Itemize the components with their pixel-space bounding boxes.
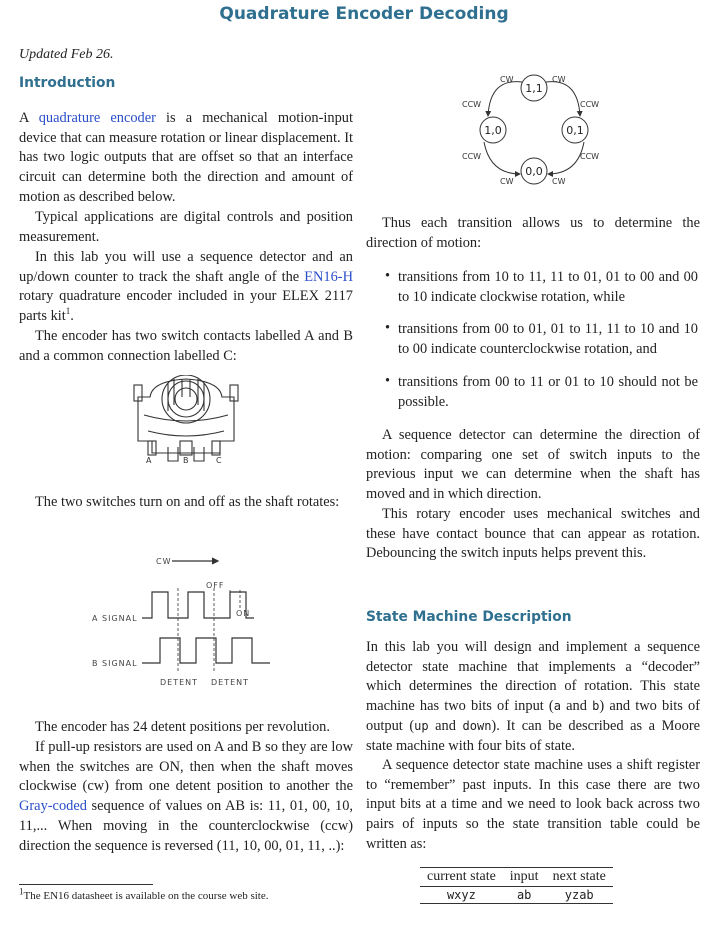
- intro-paragraph-2: Typical applications are digital controls and position measurement.: [19, 209, 353, 245]
- intro-paragraph-6: The encoder has 24 detent positions per revolution.: [35, 719, 330, 735]
- bullet-2: transitions from 00 to 01, 01 to 11, 11 to 10 and 10 to 00 indicate counterclockwise rotation, and: [398, 321, 698, 357]
- footnote-rule: [19, 884, 153, 885]
- state-00-label: 0,0: [525, 165, 543, 178]
- introduction-heading: Introduction: [19, 75, 116, 91]
- bullet-3: transitions from 00 to 11 or 01 to 10 should not be possible.: [398, 374, 698, 410]
- ccw-label-2: CCW: [580, 100, 600, 109]
- gray-coded-link[interactable]: Gray-coded: [19, 798, 87, 815]
- quadrature-encoder-link[interactable]: quadrature encoder: [38, 110, 156, 126]
- cw-label-4: CW: [552, 177, 566, 186]
- ccw-label-3: CCW: [462, 152, 482, 161]
- right-paragraph-1: Thus each transition allows us to determine the direction of motion:: [366, 215, 700, 251]
- bullet-1-marker: •: [385, 268, 391, 284]
- bullet-1: transitions from 10 to 11, 11 to 01, 01 to 00 and 00 to 10 indicate clockwise rotation, while: [398, 269, 698, 305]
- bullet-2-marker: •: [385, 320, 391, 336]
- intro-paragraph-7: If pull-up resistors are used on A and B so they are low when the switches are ON, then when the shaft moves clockwise (cw) from one detent position to another the Gray-coded sequence of values on AB is: 11, 01, 00, 10, 11,... When moving in the counterclockwise (ccw) direction the sequence is reversed (11, 10, 00, 01, 11, ..):: [19, 739, 353, 854]
- pin-a-label: A: [146, 456, 152, 465]
- state-machine-heading: State Machine Description: [366, 609, 572, 625]
- transition-list: [366, 268, 700, 418]
- intro-paragraph-3: In this lab you will use a sequence detector and an up/down counter to track the shaft angle of the EN16-H rotary quadrature encoder included in your ELEX 2117 parts kit$^1$.: [19, 249, 353, 325]
- table-header-current-state: current state: [420, 868, 503, 887]
- pin-b-label: B: [183, 456, 189, 465]
- waveform-figure: [90, 550, 280, 690]
- cw-label-3: CW: [500, 177, 514, 186]
- state-11-label: 1,1: [525, 82, 543, 95]
- state-01-label: 0,1: [566, 124, 584, 137]
- intro-paragraph-4: The encoder has two switch contacts labelled A and B and a common connection labelled C:: [19, 328, 353, 364]
- bullet-3-marker: •: [385, 373, 391, 389]
- footnote: $^1$The EN16 datasheet is available on the course web site.: [19, 886, 269, 902]
- ccw-label-1: CCW: [462, 100, 482, 109]
- cw-label-1: CW: [500, 75, 514, 84]
- detent-label-1: DETENT: [160, 678, 199, 687]
- right-paragraph-3: This rotary encoder uses mechanical switches and these have contact bounce that can appear as rotation. Debouncing the switch inputs helps prevent this.: [366, 506, 700, 562]
- table-header-next-state: next state: [546, 868, 613, 887]
- pin-c-label: C: [216, 456, 222, 465]
- off-label: OFF: [206, 581, 225, 590]
- state-transition-table: [420, 867, 613, 904]
- table-cell-input: ab: [516, 888, 532, 902]
- cw-label-2: CW: [552, 75, 566, 84]
- on-label: ON: [236, 609, 251, 618]
- detent-label-2: DETENT: [211, 678, 250, 687]
- encoder-figure: [128, 375, 244, 467]
- table-cell-next-state: yzab: [564, 888, 594, 902]
- intro-paragraph-5: The two switches turn on and off as the shaft rotates:: [35, 494, 340, 510]
- table-header-row: [420, 868, 613, 887]
- state-10-label: 1,0: [484, 124, 502, 137]
- ccw-label-4: CCW: [580, 152, 600, 161]
- b-signal-label: B SIGNAL: [92, 659, 138, 668]
- a-signal-label: A SIGNAL: [92, 614, 138, 623]
- table-row: [420, 887, 613, 904]
- sm-paragraph-1: In this lab you will design and implement a sequence detector state machine that implements a “decoder” which determines the direction of rotation. This state machine has two bits of input (a and b) and two bits of output (up and down). It can be described as a Moore state machine with four bits of state.: [366, 639, 700, 754]
- intro-paragraph-1: A quadrature encoder is a mechanical motion-input device that can measure rotation or linear displacement. It has two logic outputs that are offset so that an interface circuit can determine both the direction and amount of motion as described below.: [19, 110, 354, 205]
- table-cell-current-state: wxyz: [446, 888, 476, 902]
- sm-paragraph-2: A sequence detector state machine uses a shift register to “remember” past inputs. In this case there are two input bits at a time and we need to look back across two pairs of inputs so the state transition table could be written as:: [366, 757, 700, 852]
- page-title: Quadrature Encoder Decoding: [219, 4, 509, 24]
- en16-h-link[interactable]: EN16-H: [304, 268, 353, 285]
- cw-direction-label: CW: [156, 557, 172, 566]
- right-paragraph-2: A sequence detector can determine the direction of motion: comparing one set of switch inputs to the previous input we can determine when the shaft has moved and in which direction.: [366, 427, 700, 503]
- state-diagram: [460, 70, 605, 188]
- table-header-input: input: [503, 868, 546, 887]
- updated-note: Updated Feb 26.: [19, 47, 114, 62]
